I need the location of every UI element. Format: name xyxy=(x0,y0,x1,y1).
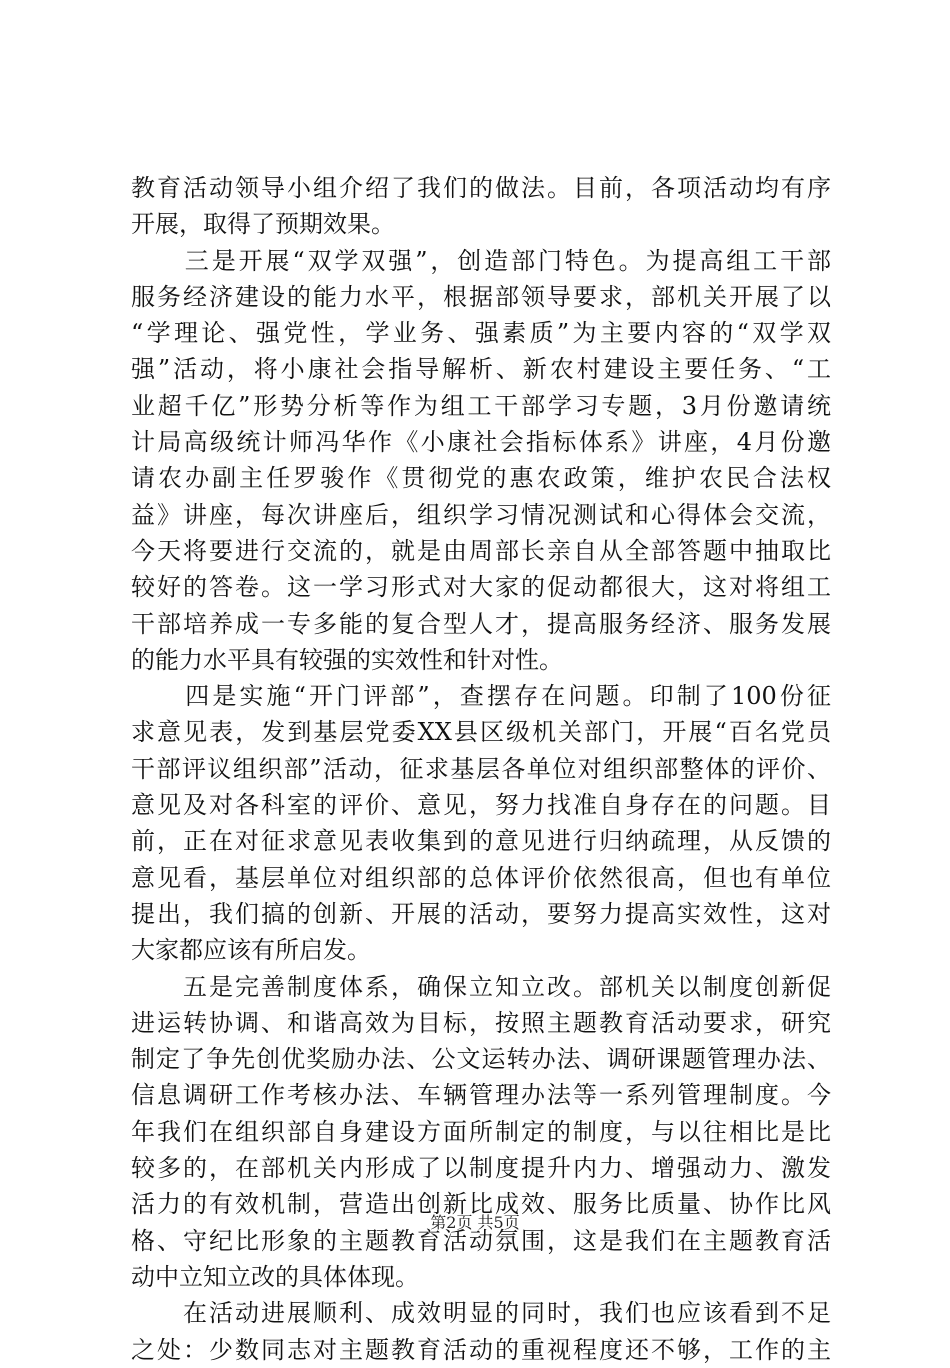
text-line: 动中立知立改的具体体现。 xyxy=(131,1262,419,1291)
text-line: 大家都应该有所启发。 xyxy=(131,936,371,965)
text-line: 求意见表，发到基层党委XX县区级机关部门，开展“百名党员 xyxy=(131,718,831,747)
text-line: 请农办副主任罗骏作《贯彻党的惠农政策，维护农民合法权 xyxy=(131,464,831,493)
text-line: 业超千亿”形势分析等作为组工干部学习专题，3月份邀请统 xyxy=(131,391,831,420)
text-line: 服务经济建设的能力水平，根据部领导要求，部机关开展了以 xyxy=(131,282,831,311)
text-line: 的能力水平具有较强的实效性和针对性。 xyxy=(131,645,563,674)
text-line: 意见及对各科室的评价、意见，努力找准自身存在的问题。目 xyxy=(131,791,831,820)
text-line: 信息调研工作考核办法、车辆管理办法等一系列管理制度。今 xyxy=(131,1081,831,1110)
document-body xyxy=(131,170,831,1368)
text-line: 提出，我们搞的创新、开展的活动，要努力提高实效性，这对 xyxy=(131,899,831,928)
text-line: 之处：少数同志对主题教育活动的重视程度还不够，工作的主 xyxy=(131,1335,831,1364)
text-line: “学理论、强党性，学业务、强素质”为主要内容的“双学双 xyxy=(131,319,831,348)
text-line: 意见看，基层单位对组织部的总体评价依然很高，但也有单位 xyxy=(131,863,831,892)
text-line: 益》讲座，每次讲座后，组织学习情况测试和心得体会交流， xyxy=(131,500,831,529)
text-line: 计局高级统计师冯华作《小康社会指标体系》讲座，4月份邀 xyxy=(131,428,831,457)
text-line: 开展，取得了预期效果。 xyxy=(131,210,395,239)
text-line: 年我们在组织部自身建设方面所制定的制度，与以往相比是比 xyxy=(131,1117,831,1146)
text-line: 在活动进展顺利、成效明显的同时，我们也应该看到不足 xyxy=(131,1299,831,1328)
text-line: 前，正在对征求意见表收集到的意见进行归纳疏理，从反馈的 xyxy=(131,827,831,856)
text-line: 强”活动，将小康社会指导解析、新农村建设主要任务、“工 xyxy=(131,355,831,384)
page-footer: 第2页 共5页 xyxy=(430,1213,520,1232)
text-line: 干部培养成一专多能的复合型人才，提高服务经济、服务发展 xyxy=(131,609,831,638)
text-line: 制定了争先创优奖励办法、公文运转办法、调研课题管理办法、 xyxy=(131,1045,831,1074)
text-line: 今天将要进行交流的，就是由周部长亲自从全部答题中抽取比 xyxy=(131,536,831,565)
text-line: 进运转协调、和谐高效为目标，按照主题教育活动要求，研究 xyxy=(131,1008,831,1037)
text-line: 格、守纪比形象的主题教育活动氛围，这是我们在主题教育活 xyxy=(131,1226,831,1255)
text-line: 较好的答卷。这一学习形式对大家的促动都很大，这对将组工 xyxy=(131,573,831,602)
text-line: 干部评议组织部”活动，征求基层各单位对组织部整体的评价、 xyxy=(131,754,831,783)
text-line: 三是开展“双学双强”，创造部门特色。为提高组工干部 xyxy=(131,246,831,275)
text-line: 较多的，在部机关内形成了以制度提升内力、增强动力、激发 xyxy=(131,1154,831,1183)
text-line: 四是实施“开门评部”，查摆存在问题。印制了100份征 xyxy=(131,682,831,711)
text-line: 五是完善制度体系，确保立知立改。部机关以制度创新促 xyxy=(131,972,831,1001)
text-line: 教育活动领导小组介绍了我们的做法。目前，各项活动均有序 xyxy=(131,174,831,202)
text-line: 活力的有效机制，营造出创新比成效、服务比质量、协作比风 xyxy=(131,1190,831,1219)
